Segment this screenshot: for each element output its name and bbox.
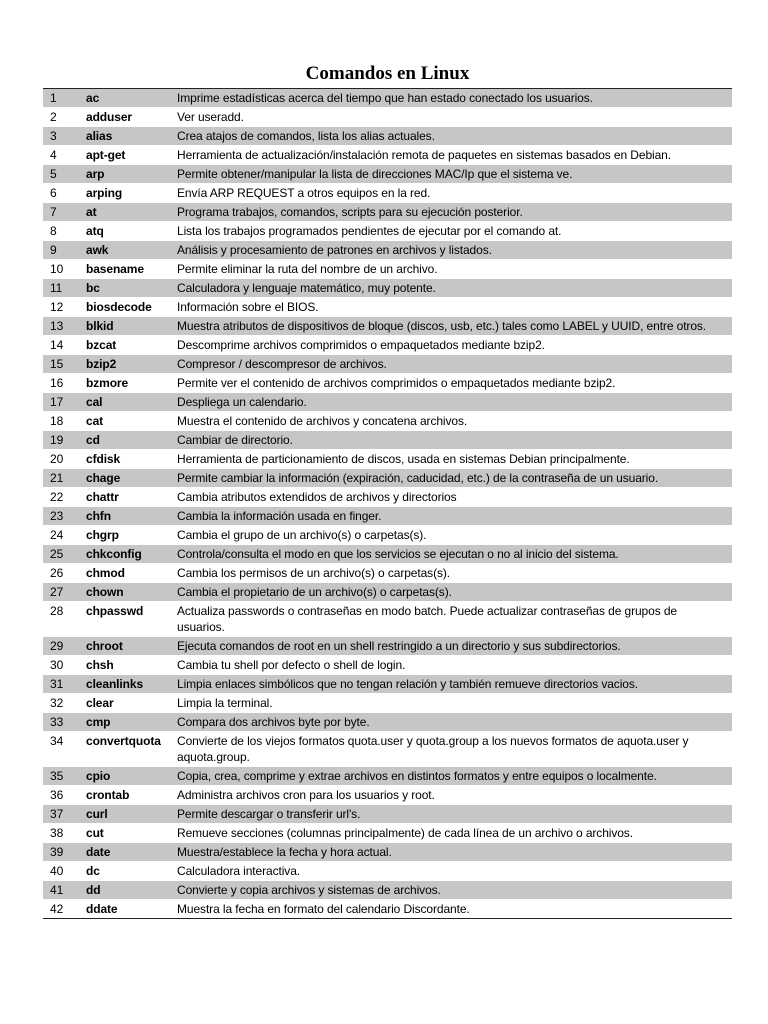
table-row [43, 355, 732, 374]
table-row [43, 656, 732, 675]
row-number: 31 [43, 675, 86, 694]
command-description: Administra archivos cron para los usuarios y root. [177, 786, 732, 805]
row-number: 32 [43, 694, 86, 713]
table-row [43, 469, 732, 488]
command-description: Remueve secciones (columnas principalmente) de cada línea de un archivo o archivos. [177, 824, 732, 843]
command-description: Convierte y copia archivos y sistemas de archivos. [177, 881, 732, 900]
command-name: ddate [86, 900, 177, 919]
table-row [43, 374, 732, 393]
command-name: curl [86, 805, 177, 824]
command-name: chmod [86, 564, 177, 583]
command-name: cpio [86, 767, 177, 786]
command-description: Permite obtener/manipular la lista de direcciones MAC/Ip que el sistema ve. [177, 165, 732, 184]
row-number: 29 [43, 637, 86, 656]
table-row [43, 146, 732, 165]
table-row [43, 805, 732, 824]
command-name: bzip2 [86, 355, 177, 374]
command-name: chpasswd [86, 602, 177, 637]
row-number: 36 [43, 786, 86, 805]
command-name: cd [86, 431, 177, 450]
table-row [43, 165, 732, 184]
command-description: Análisis y procesamiento de patrones en archivos y listados. [177, 241, 732, 260]
row-number: 18 [43, 412, 86, 431]
row-number: 12 [43, 298, 86, 317]
command-name: apt-get [86, 146, 177, 165]
command-name: cmp [86, 713, 177, 732]
command-description: Ver useradd. [177, 108, 732, 127]
command-description: Cambia el grupo de un archivo(s) o carpetas(s). [177, 526, 732, 545]
commands-table-body [43, 89, 732, 919]
table-row [43, 694, 732, 713]
table-row [43, 89, 732, 108]
table-row [43, 317, 732, 336]
table-row [43, 450, 732, 469]
table-row [43, 488, 732, 507]
row-number: 30 [43, 656, 86, 675]
command-description: Herramienta de actualización/instalación remota de paquetes en sistemas basados en Debian. [177, 146, 732, 165]
row-number: 27 [43, 583, 86, 602]
row-number: 10 [43, 260, 86, 279]
row-number: 23 [43, 507, 86, 526]
row-number: 15 [43, 355, 86, 374]
row-number: 19 [43, 431, 86, 450]
command-description: Herramienta de particionamiento de discos, usada en sistemas Debian principalmente. [177, 450, 732, 469]
table-row [43, 786, 732, 805]
commands-table [43, 88, 732, 919]
row-number: 8 [43, 222, 86, 241]
command-name: bzmore [86, 374, 177, 393]
command-name: ac [86, 89, 177, 108]
command-name: date [86, 843, 177, 862]
command-name: chsh [86, 656, 177, 675]
row-number: 41 [43, 881, 86, 900]
command-description: Muestra atributos de dispositivos de bloque (discos, usb, etc.) tales como LABEL y UUID, entre otros. [177, 317, 732, 336]
table-row [43, 824, 732, 843]
table-row [43, 564, 732, 583]
row-number: 9 [43, 241, 86, 260]
row-number: 35 [43, 767, 86, 786]
command-name: cleanlinks [86, 675, 177, 694]
row-number: 38 [43, 824, 86, 843]
command-name: chown [86, 583, 177, 602]
command-description: Crea atajos de comandos, lista los alias actuales. [177, 127, 732, 146]
command-description: Cambiar de directorio. [177, 431, 732, 450]
row-number: 40 [43, 862, 86, 881]
row-number: 5 [43, 165, 86, 184]
command-description: Calculadora y lenguaje matemático, muy potente. [177, 279, 732, 298]
command-name: chgrp [86, 526, 177, 545]
table-row [43, 583, 732, 602]
command-name: cal [86, 393, 177, 412]
command-description: Permite ver el contenido de archivos comprimidos o empaquetados mediante bzip2. [177, 374, 732, 393]
command-name: chfn [86, 507, 177, 526]
command-description: Limpia la terminal. [177, 694, 732, 713]
row-number: 7 [43, 203, 86, 222]
row-number: 1 [43, 89, 86, 108]
table-row [43, 767, 732, 786]
command-name: biosdecode [86, 298, 177, 317]
command-name: chkconfig [86, 545, 177, 564]
command-description: Ejecuta comandos de root en un shell restringido a un directorio y sus subdirectorios. [177, 637, 732, 656]
command-description: Controla/consulta el modo en que los servicios se ejecutan o no al inicio del sistema. [177, 545, 732, 564]
table-row [43, 222, 732, 241]
table-row [43, 526, 732, 545]
command-description: Programa trabajos, comandos, scripts para su ejecución posterior. [177, 203, 732, 222]
command-description: Información sobre el BIOS. [177, 298, 732, 317]
row-number: 25 [43, 545, 86, 564]
command-description: Permite cambiar la información (expiración, caducidad, etc.) de la contraseña de un usuario. [177, 469, 732, 488]
command-description: Convierte de los viejos formatos quota.user y quota.group a los nuevos formatos de aquota.user y aquota.group. [177, 732, 732, 767]
command-name: atq [86, 222, 177, 241]
command-name: cfdisk [86, 450, 177, 469]
command-name: crontab [86, 786, 177, 805]
row-number: 21 [43, 469, 86, 488]
command-name: clear [86, 694, 177, 713]
command-name: chattr [86, 488, 177, 507]
command-name: alias [86, 127, 177, 146]
command-description: Muestra el contenido de archivos y concatena archivos. [177, 412, 732, 431]
command-description: Despliega un calendario. [177, 393, 732, 412]
command-description: Muestra la fecha en formato del calendario Discordante. [177, 900, 732, 919]
table-row [43, 507, 732, 526]
command-description: Actualiza passwords o contraseñas en modo batch. Puede actualizar contraseñas de grupos de usuarios. [177, 602, 732, 637]
row-number: 20 [43, 450, 86, 469]
command-name: dc [86, 862, 177, 881]
command-description: Muestra/establece la fecha y hora actual. [177, 843, 732, 862]
table-row [43, 881, 732, 900]
row-number: 34 [43, 732, 86, 767]
command-name: chroot [86, 637, 177, 656]
row-number: 17 [43, 393, 86, 412]
command-name: at [86, 203, 177, 222]
command-description: Lista los trabajos programados pendientes de ejecutar por el comando at. [177, 222, 732, 241]
command-description: Cambia la información usada en finger. [177, 507, 732, 526]
command-description: Envía ARP REQUEST a otros equipos en la red. [177, 184, 732, 203]
command-description: Compresor / descompresor de archivos. [177, 355, 732, 374]
command-name: cut [86, 824, 177, 843]
command-description: Cambia atributos extendidos de archivos y directorios [177, 488, 732, 507]
table-row [43, 260, 732, 279]
row-number: 42 [43, 900, 86, 919]
row-number: 22 [43, 488, 86, 507]
command-name: arping [86, 184, 177, 203]
row-number: 3 [43, 127, 86, 146]
command-description: Copia, crea, comprime y extrae archivos en distintos formatos y entre equipos o localmente. [177, 767, 732, 786]
row-number: 26 [43, 564, 86, 583]
command-description: Compara dos archivos byte por byte. [177, 713, 732, 732]
row-number: 28 [43, 602, 86, 637]
table-row [43, 412, 732, 431]
row-number: 11 [43, 279, 86, 298]
table-row [43, 336, 732, 355]
row-number: 14 [43, 336, 86, 355]
table-row [43, 393, 732, 412]
row-number: 16 [43, 374, 86, 393]
table-row [43, 203, 732, 222]
command-description: Cambia los permisos de un archivo(s) o carpetas(s). [177, 564, 732, 583]
command-description: Cambia tu shell por defecto o shell de login. [177, 656, 732, 675]
command-name: awk [86, 241, 177, 260]
table-row [43, 279, 732, 298]
row-number: 24 [43, 526, 86, 545]
command-description: Cambia el propietario de un archivo(s) o carpetas(s). [177, 583, 732, 602]
table-row [43, 241, 732, 260]
command-description: Imprime estadísticas acerca del tiempo que han estado conectado los usuarios. [177, 89, 732, 108]
row-number: 4 [43, 146, 86, 165]
table-row [43, 843, 732, 862]
table-row [43, 431, 732, 450]
document-title: Comandos en Linux [305, 63, 470, 84]
command-description: Permite eliminar la ruta del nombre de un archivo. [177, 260, 732, 279]
table-row [43, 545, 732, 564]
table-row [43, 602, 732, 637]
command-name: blkid [86, 317, 177, 336]
table-row [43, 713, 732, 732]
table-row [43, 675, 732, 694]
table-row [43, 127, 732, 146]
row-number: 39 [43, 843, 86, 862]
table-row [43, 298, 732, 317]
command-name: dd [86, 881, 177, 900]
row-number: 6 [43, 184, 86, 203]
table-row [43, 184, 732, 203]
table-row [43, 637, 732, 656]
command-name: adduser [86, 108, 177, 127]
command-name: arp [86, 165, 177, 184]
command-name: chage [86, 469, 177, 488]
command-name: cat [86, 412, 177, 431]
command-name: bzcat [86, 336, 177, 355]
command-name: convertquota [86, 732, 177, 767]
command-name: bc [86, 279, 177, 298]
table-row [43, 900, 732, 919]
table-row [43, 732, 732, 767]
command-description: Limpia enlaces simbólicos que no tengan relación y también remueve directorios vacios. [177, 675, 732, 694]
table-row [43, 108, 732, 127]
row-number: 37 [43, 805, 86, 824]
command-description: Descomprime archivos comprimidos o empaquetados mediante bzip2. [177, 336, 732, 355]
row-number: 13 [43, 317, 86, 336]
command-description: Calculadora interactiva. [177, 862, 732, 881]
table-row [43, 862, 732, 881]
command-name: basename [86, 260, 177, 279]
row-number: 33 [43, 713, 86, 732]
row-number: 2 [43, 108, 86, 127]
document-page [43, 62, 732, 919]
command-description: Permite descargar o transferir url's. [177, 805, 732, 824]
